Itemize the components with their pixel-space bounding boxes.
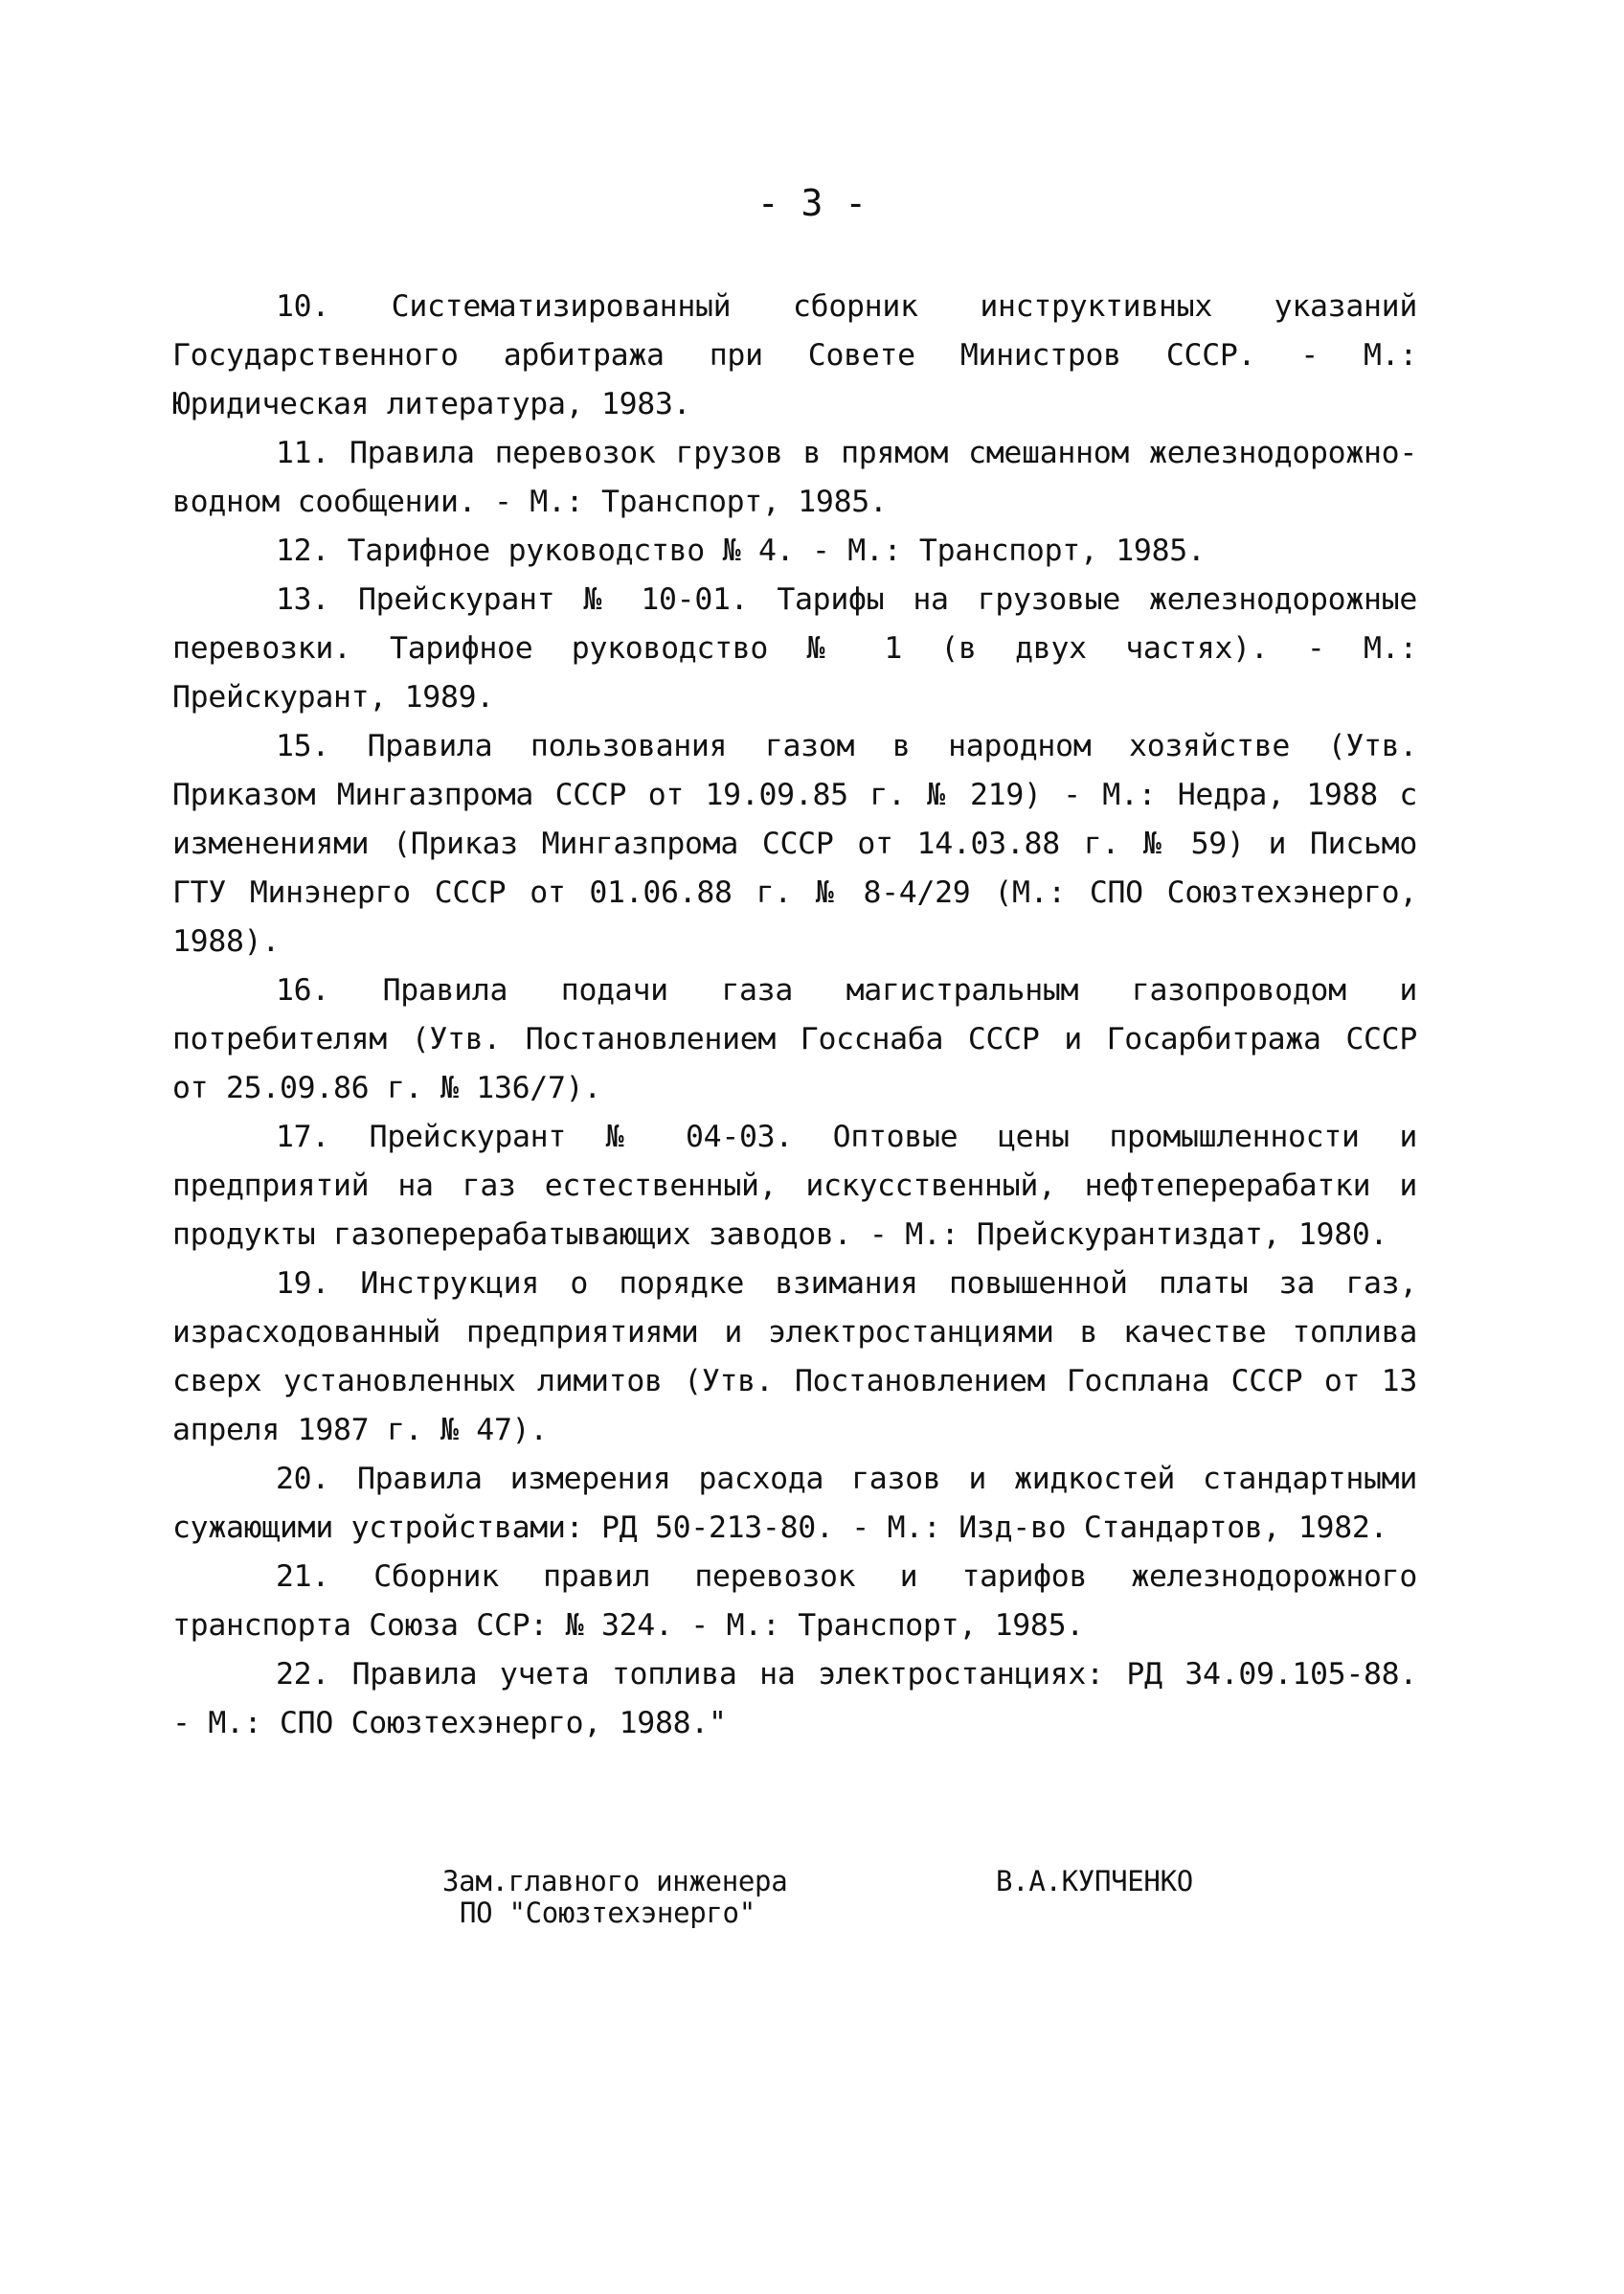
page-number: - 3 - <box>756 182 868 224</box>
reference-item-10: 10. Систематизированный сборник инструктивных указаний Государственного арбитража при Совете Министров СССР. - М.: Юридическая литература, 1983. <box>172 289 1417 421</box>
reference-item-21: 21. Сборник правил перевозок и тарифов железнодорожного транспорта Союза ССР: № 324. - М.: Транспорт, 1985. <box>172 1559 1417 1643</box>
reference-item-11: 11. Правила перевозок грузов в прямом смешанном железнодорожно-водном сообщении. - М.: Транспорт, 1985. <box>172 436 1417 519</box>
reference-item-13: 13. Прейскурант № 10-01. Тарифы на грузовые железнодорожные перевозки. Тарифное руководство № 1 (в двух частях). - М.: Прейскурант, 1989. <box>172 582 1417 715</box>
signatory-position: Зам.главного инженера <box>442 1865 788 1897</box>
reference-item-17: 17. Прейскурант № 04-03. Оптовые цены промышленности и предприятий на газ естественный, искусственный, нефтеперерабатки и продукты газоперерабатывающих заводов. - М.: Прейскурантиздат, 1980. <box>172 1120 1417 1252</box>
reference-list <box>172 283 1417 1748</box>
reference-item-19: 19. Инструкция о порядке взимания повышенной платы за газ, израсходованный предприятиями и электростанциями в качестве топлива сверх установленных лимитов (Утв. Постановлением Госплана СССР от 13 апреля 1987 г. № 47). <box>172 1266 1417 1447</box>
signatory-name: В.А.КУПЧЕНКО <box>996 1865 1193 1897</box>
reference-item-12: 12. Тарифное руководство № 4. - М.: Транспорт, 1985. <box>276 534 1206 568</box>
reference-item-16: 16. Правила подачи газа магистральным газопроводом и потребителям (Утв. Постановлением Госснаба СССР и Госарбитража СССР от 25.09.86 г. № 136/7). <box>172 973 1417 1105</box>
reference-item-22: 22. Правила учета топлива на электростанциях: РД 34.09.105-88. - М.: СПО Союзтехэнерго, 1988." <box>172 1657 1417 1740</box>
reference-item-20: 20. Правила измерения расхода газов и жидкостей стандартными сужающими устройствами: РД 50-213-80. - М.: Изд-во Стандартов, 1982. <box>172 1462 1417 1545</box>
signatory-title <box>442 1866 921 1929</box>
reference-item-15: 15. Правила пользования газом в народном хозяйстве (Утв. Приказом Мингазпрома СССР от 19.09.85 г. № 219) - М.: Недра, 1988 с изменениями (Приказ Мингазпрома СССР от 14.03.88 г. № 59) и Письмо ГТУ Минэнерго СССР от 01.06.88 г. № 8-4/29 (М.: СПО Союзтехэнерго, 1988). <box>172 729 1417 959</box>
signatory-organization: ПО "Союзтехэнерго" <box>460 1897 756 1929</box>
